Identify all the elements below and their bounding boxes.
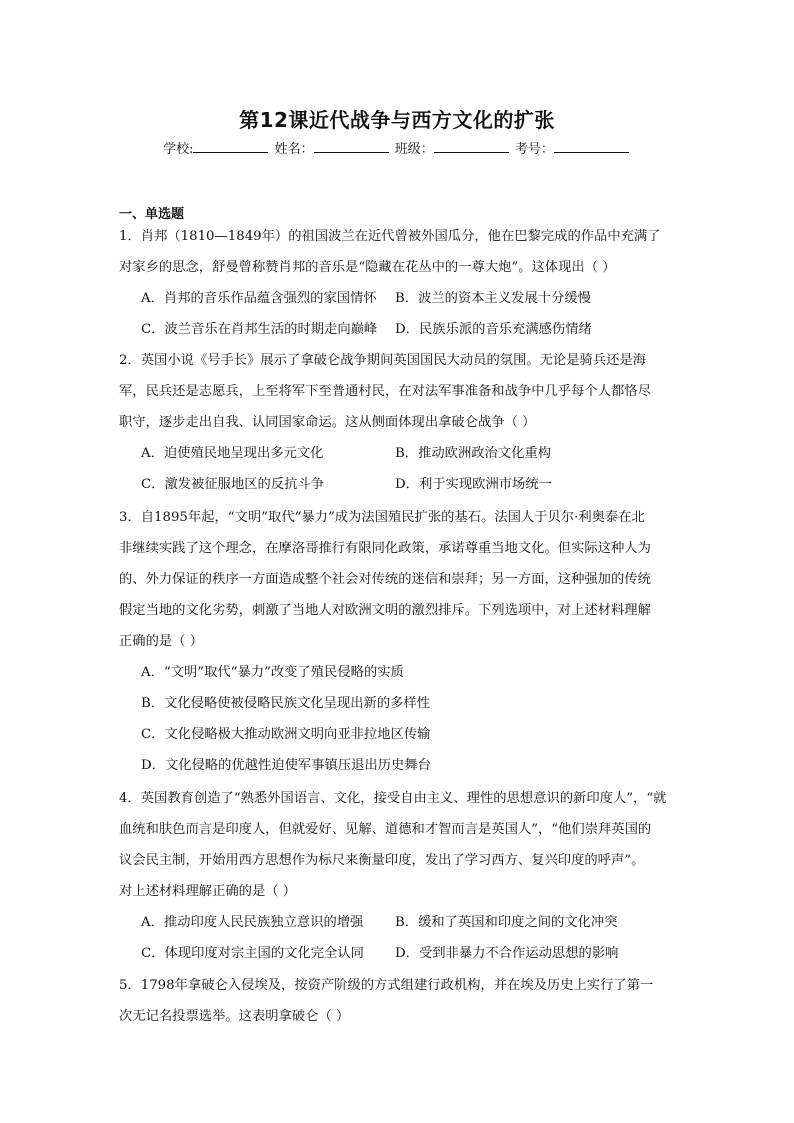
exam-number-blank[interactable]: [554, 140, 629, 153]
question-line: 5．1798年拿破仑入侵埃及，按资产阶级的方式组建行政机构，并在埃及历史上实行了第一: [119, 978, 654, 993]
question-line: 正确的是（ ）: [119, 634, 204, 649]
question-line: 议会民主制，开始用西方思想作为标尺来衡量印度，发出了学习西方、复兴印度的呼声”。: [119, 853, 645, 868]
school-label: 学校:: [163, 142, 194, 157]
exam-number-label: 考号：: [514, 142, 554, 157]
option-row: [119, 314, 677, 345]
option-c[interactable]: C．体现印度对宗主国的文化完全认同: [141, 946, 364, 961]
page-title: 第12课近代战争与西方文化的扩张: [239, 108, 555, 132]
section-title: 一、单选题: [119, 207, 185, 222]
question-1: [119, 221, 677, 345]
option-row: [119, 469, 677, 500]
option-d[interactable]: D．民族乐派的音乐充满感伤情绪: [395, 322, 592, 337]
question-line: 1．肖邦（1810—1849年）的祖国波兰在近代曾被外国瓜分，他在巴黎完成的作品中充满了: [119, 229, 661, 244]
question-line: 假定当地的文化劣势，刺激了当地人对欧洲文明的激烈排斥。下列选项中，对上述材料理解: [119, 603, 651, 618]
option-a[interactable]: A．“文明”取代“暴力”改变了殖民侵略的实质: [141, 665, 404, 680]
option-row: [119, 283, 677, 314]
option-c[interactable]: C．波兰音乐在肖邦生活的时期走向巅峰: [141, 322, 378, 337]
question-line: 4．英国教育创造了“熟悉外国语言、文化，接受自由主义、理性的思想意识的新印度人”，“就: [119, 791, 667, 806]
option-d[interactable]: D．受到非暴力不合作运动思想的影响: [395, 946, 619, 961]
option-b[interactable]: B．推动欧洲政治文化重构: [395, 446, 552, 461]
question-line: 对上述材料理解正确的是（ ）: [119, 884, 297, 899]
question-line: 次无记名投票选举。这表明拿破仑（ ）: [119, 1009, 350, 1024]
name-label: 姓名：: [274, 142, 314, 157]
question-line: 职守，逐步走出自我、认同国家命运。这从侧面体现出拿破仑战争（ ）: [119, 415, 536, 430]
name-blank[interactable]: [314, 140, 389, 153]
class-blank[interactable]: [434, 140, 509, 153]
question-line: 军，民兵还是志愿兵，上至将军下至普通村民，在对法军事准备和战争中几乎每个人都恪尽: [119, 384, 651, 399]
option-a[interactable]: A．肖邦的音乐作品蕴含强烈的家国情怀: [141, 291, 377, 306]
question-5: [119, 970, 677, 1032]
option-a[interactable]: A．推动印度人民民族独立意识的增强: [141, 915, 364, 930]
question-3: [119, 502, 677, 781]
question-line: 3．自1895年起，“文明”取代“暴力”成为法国殖民扩张的基石。法国人于贝尔·利奥泰在北: [119, 510, 645, 525]
option-b[interactable]: B．文化侵略使被侵略民族文化呈现出新的多样性: [141, 696, 431, 711]
question-line: 血统和肤色而言是印度人，但就爱好、见解、道德和才智而言是英国人”，“他们崇拜英国的: [119, 822, 652, 837]
option-row: [119, 907, 677, 938]
option-row: [119, 438, 677, 469]
school-blank[interactable]: [193, 140, 268, 153]
option-d[interactable]: D．文化侵略的优越性迫使军事镇压退出历史舞台: [141, 758, 431, 773]
option-b[interactable]: B．缓和了英国和印度之间的文化冲突: [395, 915, 618, 930]
question-4: [119, 783, 677, 969]
option-b[interactable]: B．波兰的资本主义发展十分缓慢: [395, 291, 591, 306]
question-line: 对家乡的思念，舒曼曾称赞肖邦的音乐是“隐藏在花丛中的一尊大炮”。这体现出（ ）: [119, 260, 616, 275]
option-row: [119, 938, 677, 969]
class-label: 班级：: [394, 142, 434, 157]
option-a[interactable]: A．迫使殖民地呈现出多元文化: [141, 446, 324, 461]
question-line: 非继续实践了这个理念，在摩洛哥推行有限同化政策，承诺尊重当地文化。但实际这种人为: [119, 541, 651, 556]
question-line: 的、外力保证的秩序一方面造成整个社会对传统的迷信和崇拜；另一方面，这种强加的传统: [119, 572, 651, 587]
question-2: [119, 345, 677, 500]
option-d[interactable]: D．利于实现欧洲市场统一: [395, 477, 552, 492]
question-line: 2．英国小说《号手长》展示了拿破仑战争期间英国国民大动员的氛围。无论是骑兵还是海: [119, 353, 647, 368]
option-c[interactable]: C．激发被征服地区的反抗斗争: [141, 477, 325, 492]
student-info-row: [0, 138, 794, 157]
option-c[interactable]: C．文化侵略极大推动欧洲文明向亚非拉地区传输: [141, 727, 431, 742]
